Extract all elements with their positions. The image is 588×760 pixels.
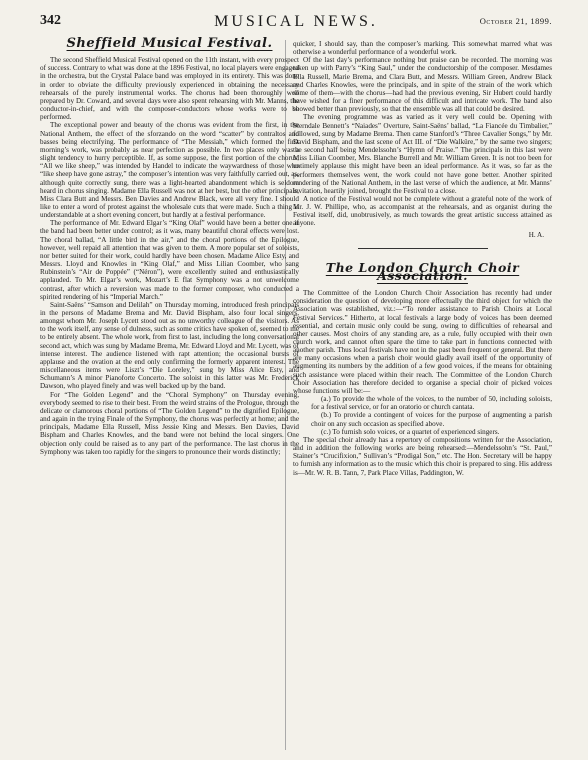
right-column [293,40,552,477]
list-item: (a.) To provide the whole of the voices, to the number of 50, including soloists, for a festival service, or for an oratorio or church cantata. [311,395,552,412]
article-heading-sheffield: Sheffield Musical Festival. [66,36,273,51]
page-header [40,13,552,35]
paragraph: The second Sheffield Musical Festival opened on the 11th instant, with every prospect of success. Contrary to what was done at the 1896 Festival, no local players were engaged in the orchestra, but the Crystal Palace band was employed in its entirety. This was done in order to obviate the difficulty previously experienced in obtaining the necessary rehearsals of the purely instrumental works. The chorus had been thoroughly well prepared by Dr. Coward, and several days were also spent rehearsing with Mr. Manns, the conductor-in-chief, and with the composer-conductors whose works were to be performed. [40,56,299,122]
issue-date: October 21, 1899. [479,16,552,26]
journal-title: MUSICAL NEWS. [214,13,378,30]
paragraph: quicker, I should say, than the composer’s marking. This somewhat marred what was otherwise a wonderful performance of a wonderful work. [293,40,552,57]
section-rule [358,248,488,250]
list-item: (c.) To furnish solo voices, or a quartet of experienced singers. [321,427,500,436]
paragraph: The exceptional power and beauty of the chorus was evident from the first, in the National Anthem, the effect of the sforzando on the word “scatter” by contraltos and basses being electrifying. The performance of “The Messiah,” which formed the first morning’s work, was probably as near perfection as possible. In two places only was a slight tendency to hurry perceptible. If, as some suppose, the first portion of the chorus, “All we like sheep,” was intended by Handel to indicate the waywardness of those who “like sheep have gone astray,” the composer’s intention was very faithfully carried out, as, although quite correctly sung, there was a light-hearted abandonment which is seldom heard in chorus singing. Madame Ella Russell was not at her best, but the other principals, Miss Clara Butt and Messrs. Ben Davies and Andrew Black, were all very fine. I should like to enter a word of protest against the wholesale cuts that were made. Such a thing is understandable at a short evening concert, but hardly at a festival performance. [40,121,299,220]
article-heading-choir: The London Church Choir Association. [325,259,520,283]
paragraph: Saint-Saëns’ “Samson and Delilah” on Thursday morning, introduced fresh principals in the persons of Madame Brema and Mr. David Bispham, also four local singers, amongst whom Mr. Joseph Lycett stood out as no unworthy colleague of the visitors. As to the work itself, any sense of dulness, such as some critics have spoken of, seemed to me to be entirely absent. The whole work, from first to last, including the long conversational second act, which was sung by Madame Brema, Mr. Edward Lloyd and Mr. Lycett, was of intense interest. The audience listened with rapt attention; the occasional bursts of applause and the ovation at the end only confirming the formerly apparent interest. The miscellaneous items were Liszt’s “Die Loreley,” sung by Miss Alice Esty, and Schumann’s A minor Pianoforte Concerto. The soloist in this latter was Mr. Frederick Dawson, who played finely and was well backed up by the band. [40,300,299,391]
paragraph: For “The Golden Legend” and the “Choral Symphony” on Thursday evening, everybody seemed to rise to their best. From the weird strains of the Prologue, through the delicate or clamorous choral portions of “The Golden Legend” to the dignified Epilogue, and again in the trying Finale of the Symphony, the chorus was perfectly at home; and the principals, Madame Ella Russell, Miss Jessie King and Messrs. Ben Davies, David Bispham and Charles Knowles, and the band were not behind the local singers. One objection only could be raised as to any part of the performance. The last chorus in the Symphony was taken too rapidly for the singers to pronounce their words distinctly; [40,390,299,456]
paragraph: Of the last day’s performance nothing but praise can be recorded. The morning was taken up with Parry’s “King Saul,” under the conductorship of the composer. Mesdames Ella Russell, Marie Brema, and Clara Butt, and Messrs. William Green, Andrew Black and Charles Knowles, were the principals, and in spite of the strain of the work which some of them—with the chorus—had had the previous evening, Sir Hubert could hardly have wished for a finer performance of this difficult and intricate work. The band also showed better than previously, so that the ensemble was all that could be desired. [293,56,552,114]
paragraph: The special choir already has a repertory of compositions written for the Association, and in addition the following works are being rehearsed:—Mendelssohn’s “St. Paul,” Stainer’s “Crucifixion,” Sullivan’s “Prodigal Son,” etc. The Hon. Secretary will be happy to furnish any information as to the music which this choir is prepared to sing. His address is—Mr. W. R. B. Tann, 7, Park Place Villas, Paddington, W. [293,435,552,477]
paragraph: The performance of Mr. Edward Elgar’s “King Olaf” would have been a better one if the band had been better under control; as it was, many beautiful choral effects were lost. The choral ballad, “A little bird in the air,” and the choral portions of the Epilogue, however, well repaid all attention that was given to them. A more popular set of soloists, nor better suited for their work, could hardly have been chosen. Madame Alice Esty, and Messrs. Lloyd and Knowles in “King Olaf,” and Miss Lilian Coomber, who sang Rubinstein’s “Air de Poppée” (“Néron”), were excellently suited and enthusiastically applauded. To Mr. Elgar’s work, Mozart’s E flat Symphony was a not unwelcome contrast, after which a reversion was made to the former composer, who conducted a spirited rendering of his “Imperial March.” [40,219,299,301]
author-signature: H. A. [528,230,544,239]
list-item: (b.) To provide a contingent of voices for the purpose of augmenting a parish choir on any such occasion as specified above. [311,411,552,428]
paragraph: The Committee of the London Church Choir Association has recently had under consideration the question of developing more effectually the third object for which the Association was established, viz.:—“To render assistance to Parish Choirs at Local Festival Services.” Hitherto, at local festivals a large body of voices has been deemed essential, and certain music only could be sung, owing to difficulties of rehearsal and other causes. Most choirs of any standing are, as a rule, fully occupied with their own church work, and cannot often spare the time to take part in functions connected with another parish. Thus local festivals have not in the past been frequent or general. But there are many occasions when a parish choir would gladly avail itself of the opportunity of augmenting its numbers by the addition of a few good voices, if the means for obtaining such assistance were placed within their reach. The Committee of the London Church Choir Association has therefore decided to organise a special choir of picked voices whose functions will be:— [293,289,552,395]
left-column [40,36,299,456]
paragraph: The evening programme was as varied as it very well could be. Opening with Sterndale Bennett’s “Naiades” Overture, Saint-Saëns’ ballad, “La Fiancée du Timbalier,” followed, sung by Madame Brema. Then came Stanford’s “Three Cavalier Songs,” by Mr. David Bispham, and the last scene of Act III. of “Die Walküre,” by the same two singers; the second half being Mendelssohn’s “Hymn of Praise.” The principals in this last were Miss Lilian Coomber, Mrs. Blanche Burrell and Mr. William Green. It is not too been for untimely applause this might have been an ideal performance. As it was, so far as the performers themselves went, the work could not have gone better. Another spirited rendering of the National Anthem, in the last verse of which the audience, at Mr. Manns’ invitation, heartily joined, brought the Festival to a close. [293,113,552,195]
paragraph: A notice of the Festival would not be complete without a grateful note of the work of Mr. J. W. Phillipe, who, as accompanist at the rehearsals, and as organist during the Festival itself, did, unobtrusively, as much towards the great artistic success attained as anyone. [293,194,552,228]
page-number: 342 [40,13,61,28]
